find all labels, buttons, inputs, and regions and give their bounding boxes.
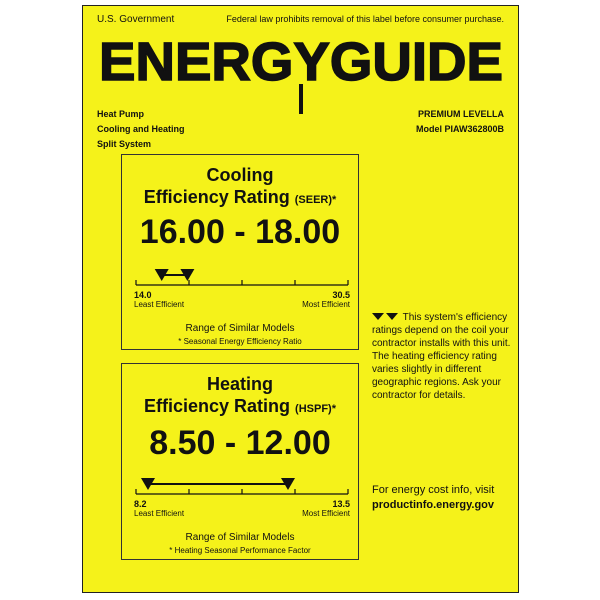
- rating-label-text: Efficiency Rating: [143, 187, 290, 207]
- heating-rating-label: [122, 396, 358, 417]
- coil-note-text: This system's efficiency ratings depend on the coil your contractor installs with this unit. The heating efficiency rating varies slightly in different geographic regions. Ask your contractor for details.: [372, 312, 511, 401]
- scale-max-value: 13.5: [332, 499, 350, 509]
- hspf-footnote: * Heating Seasonal Performance Factor: [169, 546, 311, 555]
- heating-heading: Heating: [206, 374, 273, 394]
- energy-cost-link[interactable]: productinfo.energy.gov: [372, 499, 495, 511]
- product-type: [97, 107, 185, 152]
- rating-label-text: Efficiency Rating: [144, 396, 291, 416]
- cooling-min: [134, 291, 184, 309]
- rating-unit: (HSPF)*: [295, 403, 336, 415]
- energy-cost-info: [372, 483, 517, 513]
- similar-models-label: Range of Similar Models: [185, 323, 295, 334]
- heating-box: [121, 363, 359, 560]
- cooling-heading: Cooling: [206, 165, 274, 185]
- product-type-line: Heat Pump: [97, 109, 145, 119]
- cooling-rating-label: [122, 187, 358, 208]
- triangle-markers-icon: [372, 313, 400, 321]
- product-type-line: Cooling and Heating: [97, 124, 185, 134]
- scale-min-value: 14.0: [134, 290, 152, 300]
- heating-scale: [122, 464, 360, 504]
- removal-notice: Federal law prohibits removal of this label before consumer purchase.: [226, 14, 504, 24]
- product-type-line: Split System: [97, 139, 152, 149]
- rating-unit: (SEER)*: [294, 194, 337, 206]
- cooling-scale: [122, 255, 360, 295]
- model-number: Model PIAW362800B: [415, 124, 504, 134]
- energyguide-label: [82, 5, 519, 593]
- heating-range: 8.50 - 12.00: [149, 424, 331, 462]
- seer-footnote: * Seasonal Energy Efficiency Ratio: [178, 337, 302, 346]
- coil-note: [372, 311, 512, 402]
- government-text: U.S. Government: [97, 14, 175, 25]
- energy-cost-text: For energy cost info, visit: [372, 484, 495, 496]
- most-efficient-label: Most Efficient: [302, 300, 350, 309]
- cooling-max: [302, 291, 350, 309]
- heating-max: [302, 500, 350, 518]
- brand-name: PREMIUM LEVELLA: [417, 109, 504, 119]
- scale-min-value: 8.2: [134, 499, 147, 509]
- cooling-box: [121, 154, 359, 350]
- energyguide-title-text: ENERGYGUIDE: [99, 32, 504, 92]
- product-id: [416, 107, 504, 137]
- energyguide-title: [83, 28, 520, 114]
- similar-models-label: Range of Similar Models: [185, 532, 295, 543]
- least-efficient-label: Least Efficient: [134, 300, 185, 309]
- most-efficient-label: Most Efficient: [302, 509, 350, 518]
- scale-max-value: 30.5: [332, 290, 350, 300]
- least-efficient-label: Least Efficient: [134, 509, 185, 518]
- cooling-range: 16.00 - 18.00: [139, 213, 341, 251]
- heating-min: [134, 500, 184, 518]
